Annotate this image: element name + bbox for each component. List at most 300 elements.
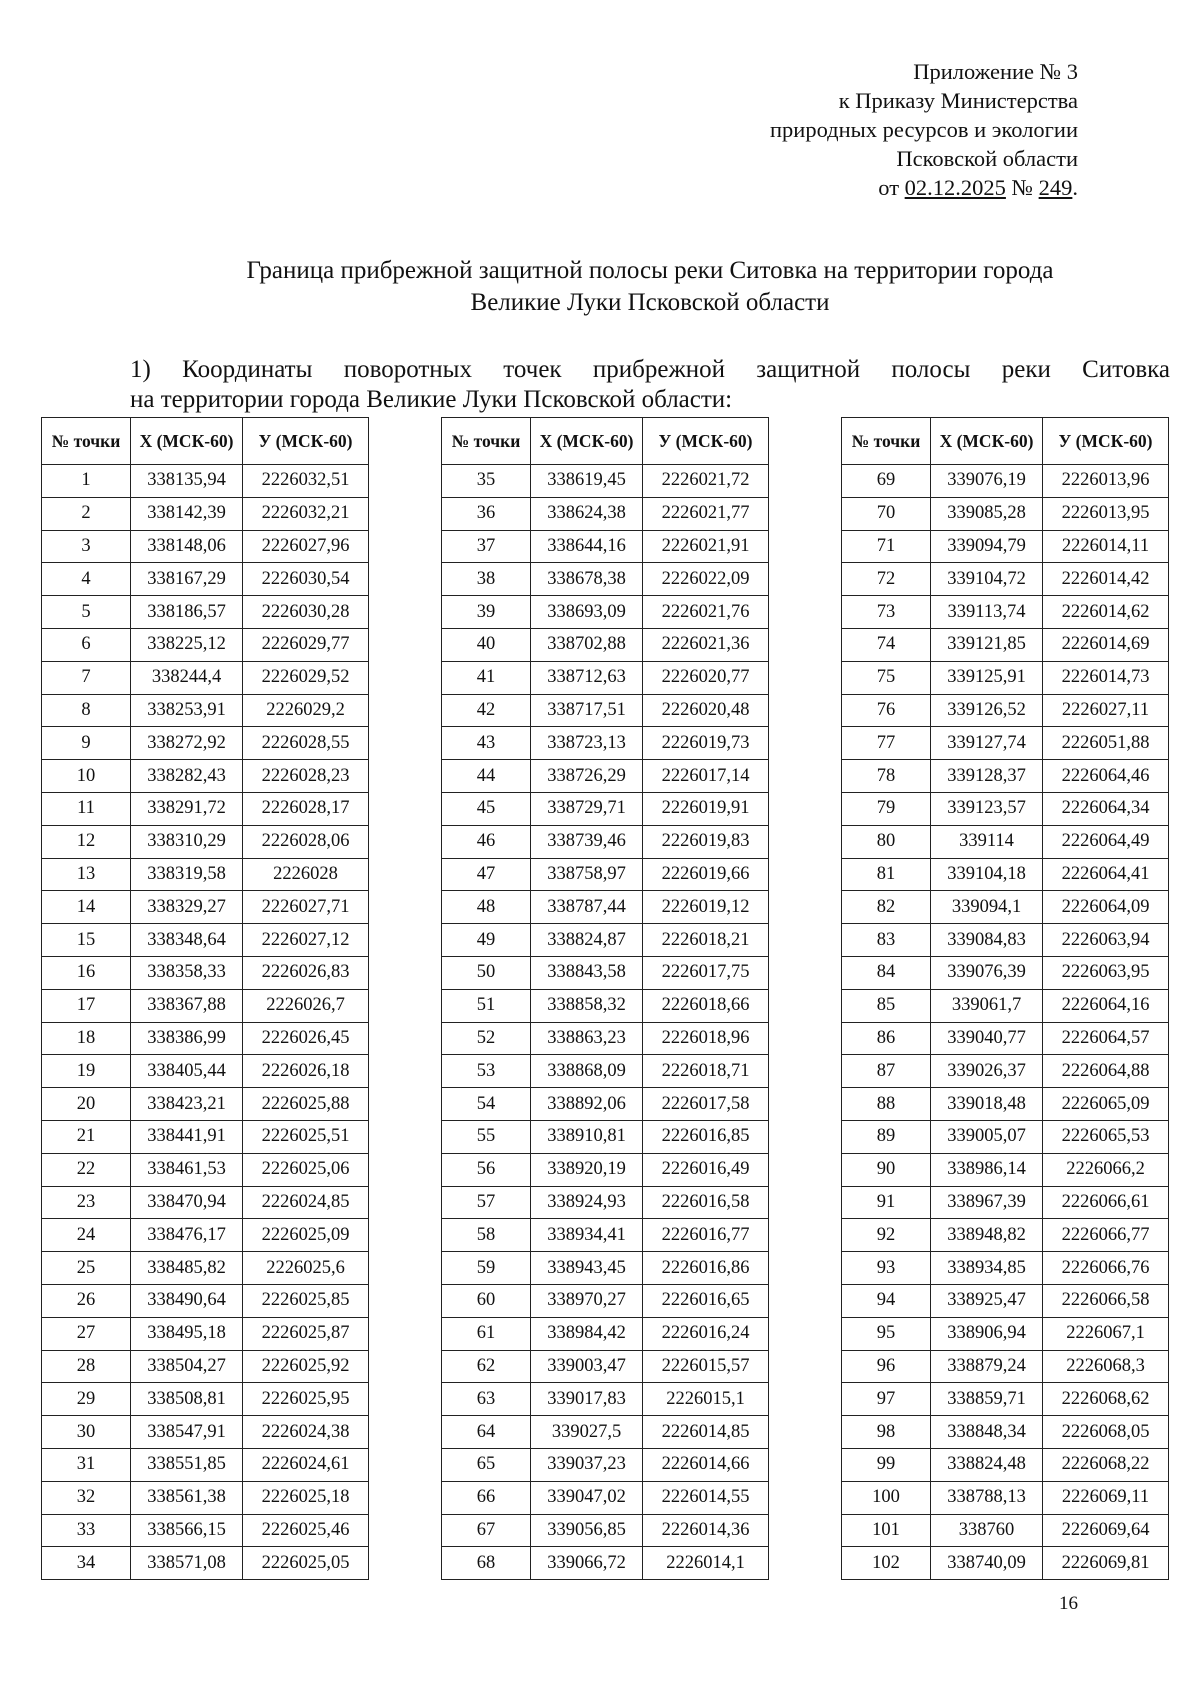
- table-row: [442, 1416, 769, 1449]
- y-coordinate-cell: 2226018,66: [643, 989, 769, 1022]
- header-y-coordinate: У (МСК-60): [243, 418, 369, 465]
- y-coordinate-cell: 2226014,42: [1043, 563, 1169, 596]
- table-row: [42, 1088, 369, 1121]
- table-row: [842, 1022, 1169, 1055]
- x-coordinate-cell: 339094,1: [931, 891, 1043, 924]
- y-coordinate-cell: 2226018,21: [643, 924, 769, 957]
- x-coordinate-cell: 339126,52: [931, 694, 1043, 727]
- point-number-cell: 31: [42, 1448, 131, 1481]
- table-row: [42, 1317, 369, 1350]
- y-coordinate-cell: 2226032,21: [243, 497, 369, 530]
- y-coordinate-cell: 2226064,16: [1043, 989, 1169, 1022]
- point-number-cell: 91: [842, 1186, 931, 1219]
- table-row: [842, 1186, 1169, 1219]
- x-coordinate-cell: 338441,91: [131, 1120, 243, 1153]
- table-row: [442, 465, 769, 498]
- point-number-cell: 44: [442, 760, 531, 793]
- y-coordinate-cell: 2226021,72: [643, 465, 769, 498]
- x-coordinate-cell: 339127,74: [931, 727, 1043, 760]
- x-coordinate-cell: 338986,14: [931, 1153, 1043, 1186]
- table-row: [42, 1416, 369, 1449]
- y-coordinate-cell: 2226026,83: [243, 956, 369, 989]
- point-number-cell: 29: [42, 1383, 131, 1416]
- y-coordinate-cell: 2226017,14: [643, 760, 769, 793]
- y-coordinate-cell: 2226064,34: [1043, 792, 1169, 825]
- table-row: [42, 956, 369, 989]
- y-coordinate-cell: 2226015,1: [643, 1383, 769, 1416]
- point-number-cell: 56: [442, 1153, 531, 1186]
- y-coordinate-cell: 2226014,73: [1043, 661, 1169, 694]
- y-coordinate-cell: 2226021,36: [643, 628, 769, 661]
- table-row: [442, 1120, 769, 1153]
- x-coordinate-cell: 339104,18: [931, 858, 1043, 891]
- point-number-cell: 99: [842, 1448, 931, 1481]
- table-row: [42, 628, 369, 661]
- point-number-cell: 15: [42, 924, 131, 957]
- x-coordinate-cell: 338551,85: [131, 1448, 243, 1481]
- intro-line-1: 1) Координаты поворотных точек прибрежной защитной полосы реки Ситовка: [130, 356, 1170, 383]
- point-number-cell: 59: [442, 1252, 531, 1285]
- x-coordinate-cell: 338879,24: [931, 1350, 1043, 1383]
- y-coordinate-cell: 2226064,46: [1043, 760, 1169, 793]
- x-coordinate-cell: 338142,39: [131, 497, 243, 530]
- x-coordinate-cell: 338758,97: [531, 858, 643, 891]
- table-row: [842, 497, 1169, 530]
- y-coordinate-cell: 2226026,7: [243, 989, 369, 1022]
- x-coordinate-cell: 338291,72: [131, 792, 243, 825]
- point-number-cell: 76: [842, 694, 931, 727]
- title-line-2: Великие Луки Псковской области: [470, 289, 830, 316]
- x-coordinate-cell: 338135,94: [131, 465, 243, 498]
- point-number-cell: 102: [842, 1547, 931, 1580]
- x-coordinate-cell: 338948,82: [931, 1219, 1043, 1252]
- table-row: [442, 1383, 769, 1416]
- point-number-cell: 7: [42, 661, 131, 694]
- header-y-coordinate: У (МСК-60): [643, 418, 769, 465]
- y-coordinate-cell: 2226066,76: [1043, 1252, 1169, 1285]
- table-row: [842, 924, 1169, 957]
- y-coordinate-cell: 2226021,91: [643, 530, 769, 563]
- table-row: [42, 1219, 369, 1252]
- point-number-cell: 65: [442, 1448, 531, 1481]
- point-number-cell: 38: [442, 563, 531, 596]
- y-coordinate-cell: 2226068,05: [1043, 1416, 1169, 1449]
- y-coordinate-cell: 2226021,76: [643, 596, 769, 629]
- x-coordinate-cell: 338934,85: [931, 1252, 1043, 1285]
- point-number-cell: 66: [442, 1481, 531, 1514]
- x-coordinate-cell: 338934,41: [531, 1219, 643, 1252]
- point-number-cell: 25: [42, 1252, 131, 1285]
- point-number-cell: 33: [42, 1514, 131, 1547]
- table-row: [442, 989, 769, 1022]
- table-row: [42, 497, 369, 530]
- table-row: [42, 760, 369, 793]
- table-row: [442, 1317, 769, 1350]
- x-coordinate-cell: 338824,87: [531, 924, 643, 957]
- header-date-line: [770, 173, 1078, 202]
- y-coordinate-cell: 2226016,85: [643, 1120, 769, 1153]
- x-coordinate-cell: 339026,37: [931, 1055, 1043, 1088]
- point-number-cell: 35: [442, 465, 531, 498]
- y-coordinate-cell: 2226030,54: [243, 563, 369, 596]
- x-coordinate-cell: 339123,57: [931, 792, 1043, 825]
- x-coordinate-cell: 339114: [931, 825, 1043, 858]
- y-coordinate-cell: 2226019,66: [643, 858, 769, 891]
- x-coordinate-cell: 338319,58: [131, 858, 243, 891]
- table-row: [442, 596, 769, 629]
- point-number-cell: 87: [842, 1055, 931, 1088]
- x-coordinate-cell: 339076,19: [931, 465, 1043, 498]
- table-row: [42, 792, 369, 825]
- y-coordinate-cell: 2226025,95: [243, 1383, 369, 1416]
- table-row: [442, 1448, 769, 1481]
- table-row: [42, 530, 369, 563]
- x-coordinate-cell: 338984,42: [531, 1317, 643, 1350]
- point-number-cell: 70: [842, 497, 931, 530]
- y-coordinate-cell: 2226019,12: [643, 891, 769, 924]
- y-coordinate-cell: 2226015,57: [643, 1350, 769, 1383]
- x-coordinate-cell: 338910,81: [531, 1120, 643, 1153]
- y-coordinate-cell: 2226014,85: [643, 1416, 769, 1449]
- x-coordinate-cell: 338824,48: [931, 1448, 1043, 1481]
- x-coordinate-cell: 339104,72: [931, 563, 1043, 596]
- y-coordinate-cell: 2226021,77: [643, 497, 769, 530]
- x-coordinate-cell: 338272,92: [131, 727, 243, 760]
- point-number-cell: 48: [442, 891, 531, 924]
- point-number-cell: 68: [442, 1547, 531, 1580]
- x-coordinate-cell: 338148,06: [131, 530, 243, 563]
- table-row: [442, 956, 769, 989]
- x-coordinate-cell: 338476,17: [131, 1219, 243, 1252]
- y-coordinate-cell: 2226019,83: [643, 825, 769, 858]
- x-coordinate-cell: 338892,06: [531, 1088, 643, 1121]
- point-number-cell: 37: [442, 530, 531, 563]
- table-row: [442, 628, 769, 661]
- table-row: [842, 1252, 1169, 1285]
- header-x-coordinate: X (МСК-60): [131, 418, 243, 465]
- y-coordinate-cell: 2226024,61: [243, 1448, 369, 1481]
- point-number-cell: 73: [842, 596, 931, 629]
- y-coordinate-cell: 2226019,73: [643, 727, 769, 760]
- table-row: [442, 858, 769, 891]
- y-coordinate-cell: 2226066,2: [1043, 1153, 1169, 1186]
- table-row: [42, 563, 369, 596]
- point-number-cell: 62: [442, 1350, 531, 1383]
- table-row: [442, 1514, 769, 1547]
- table-row: [442, 1284, 769, 1317]
- table-row: [442, 1088, 769, 1121]
- x-coordinate-cell: 338787,44: [531, 891, 643, 924]
- point-number-cell: 80: [842, 825, 931, 858]
- point-number-cell: 8: [42, 694, 131, 727]
- table-row: [442, 760, 769, 793]
- x-coordinate-cell: 338253,91: [131, 694, 243, 727]
- x-coordinate-cell: 338970,27: [531, 1284, 643, 1317]
- table-row: [842, 1088, 1169, 1121]
- y-coordinate-cell: 2226067,1: [1043, 1317, 1169, 1350]
- y-coordinate-cell: 2226025,85: [243, 1284, 369, 1317]
- table-row: [842, 727, 1169, 760]
- document-title: [130, 255, 1170, 319]
- table-row: [842, 1383, 1169, 1416]
- y-coordinate-cell: 2226064,41: [1043, 858, 1169, 891]
- table-body: [842, 465, 1169, 1580]
- table-row: [442, 727, 769, 760]
- point-number-cell: 71: [842, 530, 931, 563]
- header-line-1: Приложение № 3: [913, 59, 1078, 84]
- table-row: [842, 1284, 1169, 1317]
- point-number-cell: 46: [442, 825, 531, 858]
- table-row: [442, 1350, 769, 1383]
- x-coordinate-cell: 339040,77: [931, 1022, 1043, 1055]
- point-number-cell: 52: [442, 1022, 531, 1055]
- table-row: [442, 1022, 769, 1055]
- x-coordinate-cell: 338760: [931, 1514, 1043, 1547]
- x-coordinate-cell: 338547,91: [131, 1416, 243, 1449]
- point-number-cell: 4: [42, 563, 131, 596]
- point-number-cell: 14: [42, 891, 131, 924]
- coordinates-table-3: [841, 417, 1169, 1580]
- x-coordinate-cell: 338740,09: [931, 1547, 1043, 1580]
- point-number-cell: 101: [842, 1514, 931, 1547]
- point-number-cell: 30: [42, 1416, 131, 1449]
- x-coordinate-cell: 338726,29: [531, 760, 643, 793]
- table-row: [842, 628, 1169, 661]
- x-coordinate-cell: 339061,7: [931, 989, 1043, 1022]
- point-number-cell: 19: [42, 1055, 131, 1088]
- point-number-cell: 50: [442, 956, 531, 989]
- table-row: [42, 1448, 369, 1481]
- y-coordinate-cell: 2226064,09: [1043, 891, 1169, 924]
- point-number-cell: 23: [42, 1186, 131, 1219]
- x-coordinate-cell: 339076,39: [931, 956, 1043, 989]
- x-coordinate-cell: 338906,94: [931, 1317, 1043, 1350]
- x-coordinate-cell: 338282,43: [131, 760, 243, 793]
- header-line-4: Псковской области: [896, 146, 1078, 171]
- point-number-cell: 22: [42, 1153, 131, 1186]
- y-coordinate-cell: 2226027,11: [1043, 694, 1169, 727]
- point-number-cell: 88: [842, 1088, 931, 1121]
- y-coordinate-cell: 2226014,11: [1043, 530, 1169, 563]
- table-row: [842, 1120, 1169, 1153]
- point-number-cell: 41: [442, 661, 531, 694]
- y-coordinate-cell: 2226016,58: [643, 1186, 769, 1219]
- x-coordinate-cell: 338358,33: [131, 956, 243, 989]
- point-number-cell: 94: [842, 1284, 931, 1317]
- x-coordinate-cell: 338788,13: [931, 1481, 1043, 1514]
- y-coordinate-cell: 2226017,58: [643, 1088, 769, 1121]
- x-coordinate-cell: 339125,91: [931, 661, 1043, 694]
- table-row: [42, 989, 369, 1022]
- x-coordinate-cell: 338225,12: [131, 628, 243, 661]
- y-coordinate-cell: 2226014,55: [643, 1481, 769, 1514]
- table-row: [842, 1153, 1169, 1186]
- x-coordinate-cell: 338644,16: [531, 530, 643, 563]
- header-x-coordinate: X (МСК-60): [531, 418, 643, 465]
- table-row: [442, 694, 769, 727]
- y-coordinate-cell: 2226025,87: [243, 1317, 369, 1350]
- x-coordinate-cell: 339056,85: [531, 1514, 643, 1547]
- table-row: [42, 1153, 369, 1186]
- point-number-cell: 89: [842, 1120, 931, 1153]
- x-coordinate-cell: 338561,38: [131, 1481, 243, 1514]
- y-coordinate-cell: 2226017,75: [643, 956, 769, 989]
- y-coordinate-cell: 2226026,18: [243, 1055, 369, 1088]
- x-coordinate-cell: 338943,45: [531, 1252, 643, 1285]
- y-coordinate-cell: 2226016,86: [643, 1252, 769, 1285]
- x-coordinate-cell: 338508,81: [131, 1383, 243, 1416]
- point-number-cell: 63: [442, 1383, 531, 1416]
- point-number-cell: 81: [842, 858, 931, 891]
- y-coordinate-cell: 2226030,28: [243, 596, 369, 629]
- x-coordinate-cell: 338624,38: [531, 497, 643, 530]
- y-coordinate-cell: 2226068,3: [1043, 1350, 1169, 1383]
- point-number-cell: 86: [842, 1022, 931, 1055]
- table-row: [842, 465, 1169, 498]
- x-coordinate-cell: 339128,37: [931, 760, 1043, 793]
- point-number-cell: 53: [442, 1055, 531, 1088]
- y-coordinate-cell: 2226029,52: [243, 661, 369, 694]
- table-row: [842, 760, 1169, 793]
- point-number-cell: 21: [42, 1120, 131, 1153]
- table-row: [42, 891, 369, 924]
- coordinates-table-1: [41, 417, 369, 1580]
- table-row: [442, 497, 769, 530]
- point-number-cell: 100: [842, 1481, 931, 1514]
- y-coordinate-cell: 2226063,95: [1043, 956, 1169, 989]
- x-coordinate-cell: 338739,46: [531, 825, 643, 858]
- table-row: [442, 1186, 769, 1219]
- header-point-number: № точки: [42, 418, 131, 465]
- y-coordinate-cell: 2226014,66: [643, 1448, 769, 1481]
- point-number-cell: 1: [42, 465, 131, 498]
- header-point-number: № точки: [842, 418, 931, 465]
- y-coordinate-cell: 2226065,53: [1043, 1120, 1169, 1153]
- table-body: [442, 465, 769, 1580]
- point-number-cell: 13: [42, 858, 131, 891]
- x-coordinate-cell: 338868,09: [531, 1055, 643, 1088]
- table-row: [842, 530, 1169, 563]
- y-coordinate-cell: 2226066,58: [1043, 1284, 1169, 1317]
- table-row: [842, 661, 1169, 694]
- table-row: [42, 1120, 369, 1153]
- x-coordinate-cell: 338423,21: [131, 1088, 243, 1121]
- x-coordinate-cell: 338566,15: [131, 1514, 243, 1547]
- table-row: [42, 727, 369, 760]
- x-coordinate-cell: 339018,48: [931, 1088, 1043, 1121]
- point-number-cell: 98: [842, 1416, 931, 1449]
- y-coordinate-cell: 2226028,23: [243, 760, 369, 793]
- y-coordinate-cell: 2226026,45: [243, 1022, 369, 1055]
- x-coordinate-cell: 339037,23: [531, 1448, 643, 1481]
- x-coordinate-cell: 339084,83: [931, 924, 1043, 957]
- y-coordinate-cell: 2226029,77: [243, 628, 369, 661]
- y-coordinate-cell: 2226014,69: [1043, 628, 1169, 661]
- table-row: [842, 1514, 1169, 1547]
- point-number-cell: 10: [42, 760, 131, 793]
- table-row: [42, 1514, 369, 1547]
- y-coordinate-cell: 2226025,6: [243, 1252, 369, 1285]
- table-row: [42, 924, 369, 957]
- point-number-cell: 6: [42, 628, 131, 661]
- y-coordinate-cell: 2226064,88: [1043, 1055, 1169, 1088]
- x-coordinate-cell: 338924,93: [531, 1186, 643, 1219]
- x-coordinate-cell: 338723,13: [531, 727, 643, 760]
- point-number-cell: 77: [842, 727, 931, 760]
- y-coordinate-cell: 2226025,09: [243, 1219, 369, 1252]
- y-coordinate-cell: 2226027,12: [243, 924, 369, 957]
- y-coordinate-cell: 2226064,49: [1043, 825, 1169, 858]
- y-coordinate-cell: 2226051,88: [1043, 727, 1169, 760]
- y-coordinate-cell: 2226025,46: [243, 1514, 369, 1547]
- point-number-cell: 28: [42, 1350, 131, 1383]
- y-coordinate-cell: 2226066,77: [1043, 1219, 1169, 1252]
- point-number-cell: 90: [842, 1153, 931, 1186]
- point-number-cell: 72: [842, 563, 931, 596]
- point-number-cell: 75: [842, 661, 931, 694]
- table-row: [842, 1481, 1169, 1514]
- table-row: [442, 792, 769, 825]
- point-number-cell: 12: [42, 825, 131, 858]
- point-number-cell: 17: [42, 989, 131, 1022]
- table-row: [842, 825, 1169, 858]
- x-coordinate-cell: 338405,44: [131, 1055, 243, 1088]
- x-coordinate-cell: 338729,71: [531, 792, 643, 825]
- y-coordinate-cell: 2226068,22: [1043, 1448, 1169, 1481]
- point-number-cell: 95: [842, 1317, 931, 1350]
- table-row: [42, 465, 369, 498]
- point-number-cell: 43: [442, 727, 531, 760]
- y-coordinate-cell: 2226020,77: [643, 661, 769, 694]
- intro-paragraph: [130, 355, 1170, 415]
- x-coordinate-cell: 338925,47: [931, 1284, 1043, 1317]
- point-number-cell: 20: [42, 1088, 131, 1121]
- x-coordinate-cell: 338310,29: [131, 825, 243, 858]
- table-row: [42, 1252, 369, 1285]
- y-coordinate-cell: 2226025,92: [243, 1350, 369, 1383]
- y-coordinate-cell: 2226013,95: [1043, 497, 1169, 530]
- y-coordinate-cell: 2226064,57: [1043, 1022, 1169, 1055]
- y-coordinate-cell: 2226016,24: [643, 1317, 769, 1350]
- table-row: [442, 1055, 769, 1088]
- y-coordinate-cell: 2226024,85: [243, 1186, 369, 1219]
- point-number-cell: 18: [42, 1022, 131, 1055]
- point-number-cell: 79: [842, 792, 931, 825]
- x-coordinate-cell: 338470,94: [131, 1186, 243, 1219]
- y-coordinate-cell: 2226022,09: [643, 563, 769, 596]
- point-number-cell: 36: [442, 497, 531, 530]
- y-coordinate-cell: 2226025,06: [243, 1153, 369, 1186]
- point-number-cell: 58: [442, 1219, 531, 1252]
- table-row: [442, 1547, 769, 1580]
- order-date: 02.12.2025: [904, 175, 1006, 200]
- point-number-cell: 3: [42, 530, 131, 563]
- point-number-cell: 96: [842, 1350, 931, 1383]
- point-number-cell: 61: [442, 1317, 531, 1350]
- x-coordinate-cell: 338967,39: [931, 1186, 1043, 1219]
- x-coordinate-cell: 338712,63: [531, 661, 643, 694]
- table-row: [842, 563, 1169, 596]
- x-coordinate-cell: 338504,27: [131, 1350, 243, 1383]
- x-coordinate-cell: 339005,07: [931, 1120, 1043, 1153]
- y-coordinate-cell: 2226025,05: [243, 1547, 369, 1580]
- table-row: [42, 1547, 369, 1580]
- y-coordinate-cell: 2226014,62: [1043, 596, 1169, 629]
- x-coordinate-cell: 338920,19: [531, 1153, 643, 1186]
- y-coordinate-cell: 2226028,17: [243, 792, 369, 825]
- table-row: [42, 1022, 369, 1055]
- table-row: [42, 694, 369, 727]
